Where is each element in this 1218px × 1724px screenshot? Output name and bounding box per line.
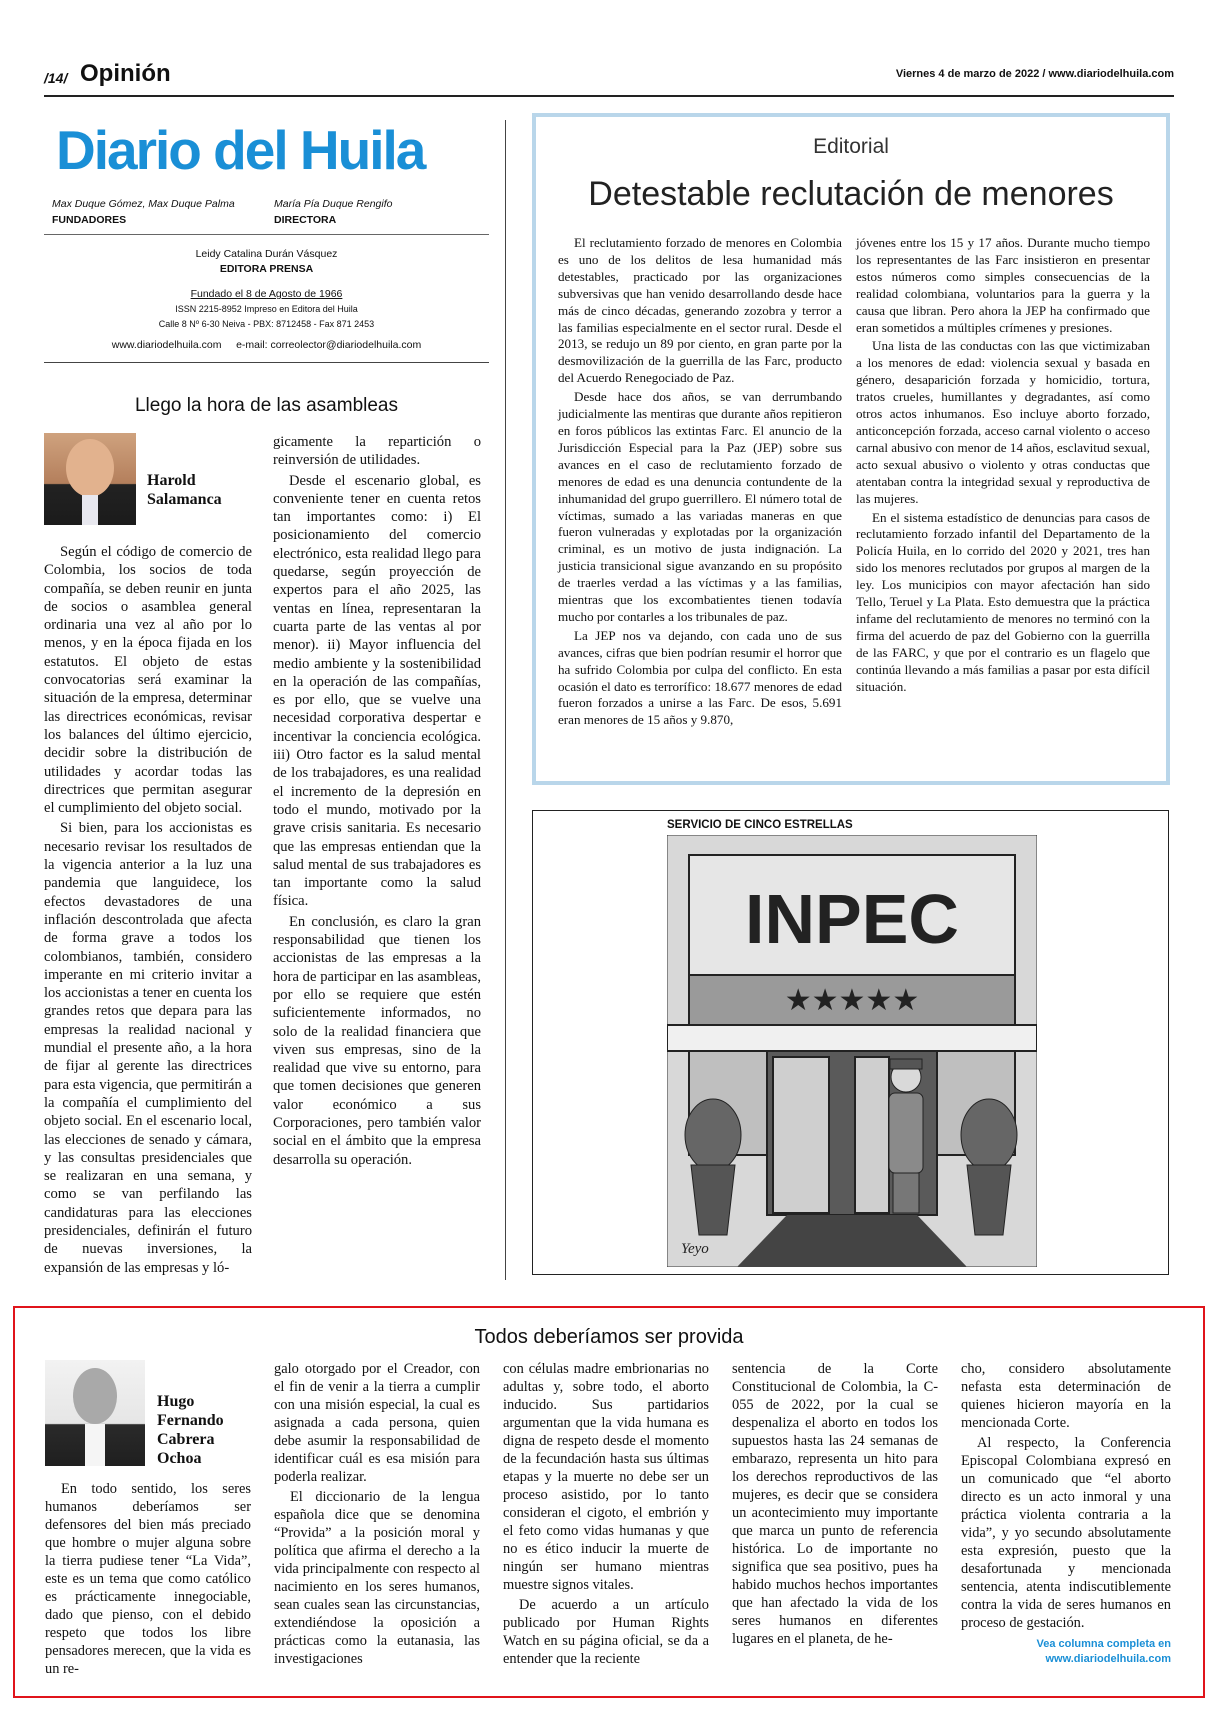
more-link-url[interactable]: www.diariodelhuila.com bbox=[1045, 1653, 1171, 1665]
door-left bbox=[773, 1057, 829, 1213]
five-stars: ★★★★★ bbox=[784, 983, 920, 1018]
author-face bbox=[66, 439, 114, 497]
plant-right bbox=[961, 1099, 1017, 1171]
column1-para-3: gicamente la repartición o reinversión de utilidades. bbox=[273, 434, 481, 469]
author-name: Hugo Fernando Cabrera Ochoa bbox=[157, 1393, 224, 1467]
director-name: María Pía Duque Rengifo bbox=[274, 198, 393, 210]
date-line: Viernes 4 de marzo de 2022 / www.diariodelhuila.com bbox=[895, 68, 1174, 80]
author-shirt bbox=[85, 1424, 105, 1466]
guard-legs bbox=[893, 1173, 919, 1213]
column2-para-1: En todo sentido, los seres humanos deberíamos ser defensores del bien más preciado que hombre o mujer alguna sobre la tierra pudiese tener “La Vida”, este es un tema que como católico es prácticamente innegociable, dado que pienso, con el debido respeto que todos los libre pensadores merecen, que la vida es un re- bbox=[45, 1481, 251, 1677]
column-divider bbox=[505, 120, 506, 1280]
column2-col-4 bbox=[732, 1360, 938, 1648]
column2-col-1 bbox=[45, 1480, 251, 1678]
masthead-bottom-rule bbox=[44, 362, 489, 363]
masthead-rule bbox=[44, 234, 489, 235]
column2-para-7: cho, considero absolutamente nefasta esta determinación de quienes hicieron mayoría en la mencionada Corte. bbox=[961, 1361, 1171, 1431]
cartoonist-signature: Yeyo bbox=[681, 1241, 709, 1257]
founders-label: FUNDADORES bbox=[52, 214, 127, 226]
column2-para-4: con células madre embrionarias no adultas y, sobre todo, el aborto inducido. Sus partidarios argumentan que la vida humana es digna de respeto desde el momento de la fecundación hasta sus últimas etapas y la muerte no debe ser un proceso asistido, por lo tanto consideran el cigoto, el embrión y el feto como vidas humanas y que no es ético inducir la muerte de ningún ser humano mientras muestre signos vitales. bbox=[503, 1361, 709, 1593]
editorial-para-1: El reclutamiento forzado de menores en Colombia es uno de los delitos de lesa humanidad más detestables, practicado por las organizaciones subversivas que han venido desarrollando desde hace más de cinco décadas, generando zozobra y terror a las familias especialmente en el sector rural. Desde el 2013, se redujo un 89 por ciento, en gran parte por la desmovilización de la guerrilla de las Farc, producto del Acuerdo Renegociado de Paz. bbox=[558, 235, 842, 386]
pot-right bbox=[967, 1165, 1011, 1235]
guard-body bbox=[889, 1093, 923, 1173]
column-provida bbox=[13, 1306, 1205, 1698]
column2-para-5: De acuerdo a un artículo publicado por Human Rights Watch en su página oficial, se da a entender que la reciente bbox=[503, 1597, 709, 1667]
door-right bbox=[855, 1057, 889, 1213]
author-photo bbox=[44, 433, 136, 525]
masthead bbox=[44, 112, 489, 370]
column1-para-4: Desde el escenario global, es conveniente tener en cuenta retos tan importantes como: i) El posicionamiento del comercio electrónico, esta realidad llego para quedarse, según proyección de expertos para el año 2025, las ventas en línea, representaran la cuarta parte de las ventas al por menor). ii) Mayor influencia del medio ambiente y la sostenibilidad en la operación de las compañías, es por ello, que se vuelve una necesidad corporativa despertar e incentivar la conciencia ecológica. iii) Otro factor es la salud mental de los trabajadores, es una realidad el incremento de la depresión en todo el mundo, motivado por la grave crisis sanitaria. Es necesario que las empresas entiendan que la salud mental de sus trabajadores es tan importante como la salud física. bbox=[273, 472, 481, 910]
column2-para-2: galo otorgado por el Creador, con el fin de venir a la tierra a cumplir con una misión especial, la cual es asignada a cada persona, quien debe asumir la responsabilidad de identificar cuál es esa misión para poderla realizar. bbox=[274, 1361, 480, 1485]
editorial-col-2 bbox=[856, 235, 1150, 695]
awning bbox=[667, 1025, 1037, 1051]
column2-para-3: El diccionario de la lengua española dice que se denomina “Provida” a la posición moral y política que afirma el derecho a la vida principalmente con respecto al nacimiento en los seres humanos, sean cuales sean las circunstancias, extendiéndose la oposición a prácticas como la eutanasia, las investigaciones bbox=[274, 1489, 480, 1667]
editorial-para-2: Desde hace dos años, se van derrumbando judicialmente las mentiras que durante años repitieron en foros públicos las extintas Farc. El anuncio de la Jurisdicción Especial para la Paz (JEP) sobre sus avances en el caso de reclutamiento forzado de menores de edad es una denuncia contundente de la inhumanidad del grupo guerrillero. El número total de víctimas, sumado a las variadas maneras en que fueron vulneradas y explotadas por la organización criminal, es un motivo de justa indignación. La justicia transicional sigue avanzando en su propósito de traerles verdad a las víctimas y a las familias, mientras que los excombatientes tienen todavía mucho por contarles a los tribunales de paz. bbox=[558, 389, 842, 624]
founders-names: Max Duque Gómez, Max Duque Palma bbox=[52, 198, 235, 210]
editorial-kicker: Editorial bbox=[813, 135, 889, 158]
author-face bbox=[73, 1368, 117, 1424]
founded-line: Fundado el 8 de Agosto de 1966 bbox=[190, 288, 343, 300]
section-name: Opinión bbox=[80, 60, 171, 87]
editor-name: Leidy Catalina Durán Vásquez bbox=[195, 248, 338, 260]
editorial-para-3: La JEP nos va dejando, con cada uno de sus avances, cifras que bien podrían resumir el horror que ha sufrido Colombia por culpa del conflicto. En esta ocasión el dato es terrorífico: 18.677 menores de edad fueron forzados a unirse a las Farc. De esos, 5.691 eran menores de 15 años y 9.870, bbox=[558, 627, 842, 728]
inpec-sign: INPEC bbox=[745, 880, 959, 958]
editor-label: EDITORA PRENSA bbox=[219, 263, 314, 275]
editorial-para-6: En el sistema estadístico de denuncias para casos de reclutamiento forzado infantil del Departamento de la Policía Huila, en lo corrido del 2020 y 2021, tres han sido los menores reclutados por grupos al margen de la ley. Los municipios con mayor afectación han sido Tello, Teruel y La Plata. Esto demuestra que la práctica infame del reclutamiento de menores no terminó con la firma del acuerdo de paz del Gobierno con la guerrilla de las FARC, y que por el contrario es un flagelo que continúa llevando a más familias a pasar por esta difícil situación. bbox=[856, 509, 1150, 694]
cartoon-frame bbox=[532, 810, 1169, 1275]
column-title: Todos deberíamos ser provida bbox=[474, 1326, 744, 1348]
header-rule bbox=[44, 95, 1174, 97]
editorial-para-5: Una lista de las conductas con las que victimizaban a los menores de edad: violencia sexual y basada en género, desaparición forzada y homicidio, tortura, tratos crueles, humillantes y degradantes, así como otros actos inhumanos. Eso incluye aborto forzado, anticoncepción forzada, acceso carnal violento o acceso carnal abusivo con menor de 14 años, esclavitud sexual, acto sexual abusivo o violento y otras conductas que atentaban contra la integridad sexual y reproductiva de las mujeres. bbox=[856, 338, 1150, 506]
cartoon-illustration bbox=[667, 835, 1037, 1267]
pot-left bbox=[691, 1165, 735, 1235]
editorial-para-4: jóvenes entre los 15 y 17 años. Durante mucho tiempo los representantes de las Farc insistieron en presentar estos números como simples consecuencias de la realidad colombiana, voluntarios para la guerra y la causa que libran. Pero ahora la JEP ha confirmado que eran sometidos a múltiples crímenes y presiones. bbox=[856, 235, 1150, 335]
column2-col-3 bbox=[503, 1360, 709, 1668]
issn-line: ISSN 2215-8952 Impreso en Editora del Huila bbox=[175, 304, 358, 314]
column-asambleas bbox=[44, 385, 489, 1285]
editorial-title: Detestable reclutación de menores bbox=[588, 175, 1114, 213]
logo: Diario del Huila bbox=[56, 119, 425, 181]
column2-para-8: Al respecto, la Conferencia Episcopal Colombiana expresó en un comunicado que “el aborto directo es un acto inmoral y una práctica violenta contraria a la vida”, y yo secundo absolutamente esta expresión, puesto que la desafortunada y mencionada sentencia, atenta indiscutiblemente contra la vida de seres humanos en proceso de gestación. bbox=[961, 1435, 1171, 1631]
column1-para-2: Si bien, para los accionistas es necesario revisar los resultados de la vigencia anterior a la luz una pandemia que languidece, los efectos devastadores de una inflación descontrolada que afecta de forma grave a todos los colombianos, también, considero imperante en mi criterio invitar a los accionistas a tener en cuenta los grandes retos que depara para las empresas la realidad nacional y mundial el presente año, a la hora de fijar al gerente las directrices para esta vigencia, que permitirán a la compañía el cumplimiento del objeto social. En el escenario local, las elecciones de senado y cámara, y las consultas presidenciales que se realizaran en una semana, y como se van perfilando las candidaturas para las elecciones presidenciales, definirán el futuro de nuevas inversiones, la expansión de las empresas y ló- bbox=[44, 820, 252, 1276]
author-photo bbox=[45, 1360, 145, 1466]
column1-col-1 bbox=[44, 543, 252, 1277]
address-line: Calle 8 Nº 6-30 Neiva - PBX: 8712458 - Fax 871 2453 bbox=[158, 319, 375, 329]
column2-col-5 bbox=[961, 1360, 1171, 1632]
plant-left bbox=[685, 1099, 741, 1171]
author-shirt bbox=[82, 495, 98, 525]
more-link-label: Vea columna completa en bbox=[1036, 1638, 1171, 1650]
web-email-line: www.diariodelhuila.com e-mail: correolector@diariodelhuila.com bbox=[111, 339, 422, 351]
page-number: /14/ bbox=[44, 70, 68, 86]
column2-col-2 bbox=[274, 1360, 480, 1668]
editorial-col-1 bbox=[558, 235, 842, 729]
author-name: Harold Salamanca bbox=[147, 472, 222, 508]
director-label: DIRECTORA bbox=[274, 214, 337, 226]
column1-para-5: En conclusión, es claro la gran responsabilidad que tienen los accionistas de las empresas a la hora de participar en las asambleas, por ello se requiere que estén suficientemente informados, no solo de la realidad financiera que viven sus empresas, sino de la realidad que vive su entorno, para que tomen decisiones que generen valor económico a sus Corporaciones, pero también valor social en el ámbito que la empresa desarrolla su operación. bbox=[273, 913, 481, 1168]
guard-cap bbox=[890, 1059, 922, 1069]
column1-col-2 bbox=[273, 433, 481, 1169]
column2-para-6: sentencia de la Corte Constitucional de Colombia, la C-055 de 2022, por la cual se despenaliza el aborto en todos los supuestos hasta las 24 semanas de embarazo, representa un hito para los derechos reproductivos de las mujeres, es decir que se considera un acontecimiento muy importante que marca un punto de referencia histórica. Lo de importante no significa que sea positivo, pues ha habido muchos hechos importantes que han afectado la vida de los seres humanos en diferentes lugares en el planeta, de he- bbox=[732, 1361, 938, 1647]
page-header bbox=[44, 60, 1174, 92]
column1-para-1: Según el código de comercio de Colombia, los socios de toda compañía, se deben reunir en junta de socios o asamblea general ordinaria una vez al año por lo menos, y en la época fijada en los estatutos. El objeto de estas convocatorias será examinar la situación de la empresa, determinar las directrices económicas, revisar los balances del último ejercicio, decidir sobre la distribución de utilidades y acordar todas las directrices que permitan asegurar el cumplimiento del objeto social. bbox=[44, 544, 252, 817]
cartoon-caption: SERVICIO DE CINCO ESTRELLAS bbox=[667, 819, 853, 831]
editorial-box bbox=[532, 113, 1170, 785]
column-title: Llego la hora de las asambleas bbox=[134, 395, 398, 416]
